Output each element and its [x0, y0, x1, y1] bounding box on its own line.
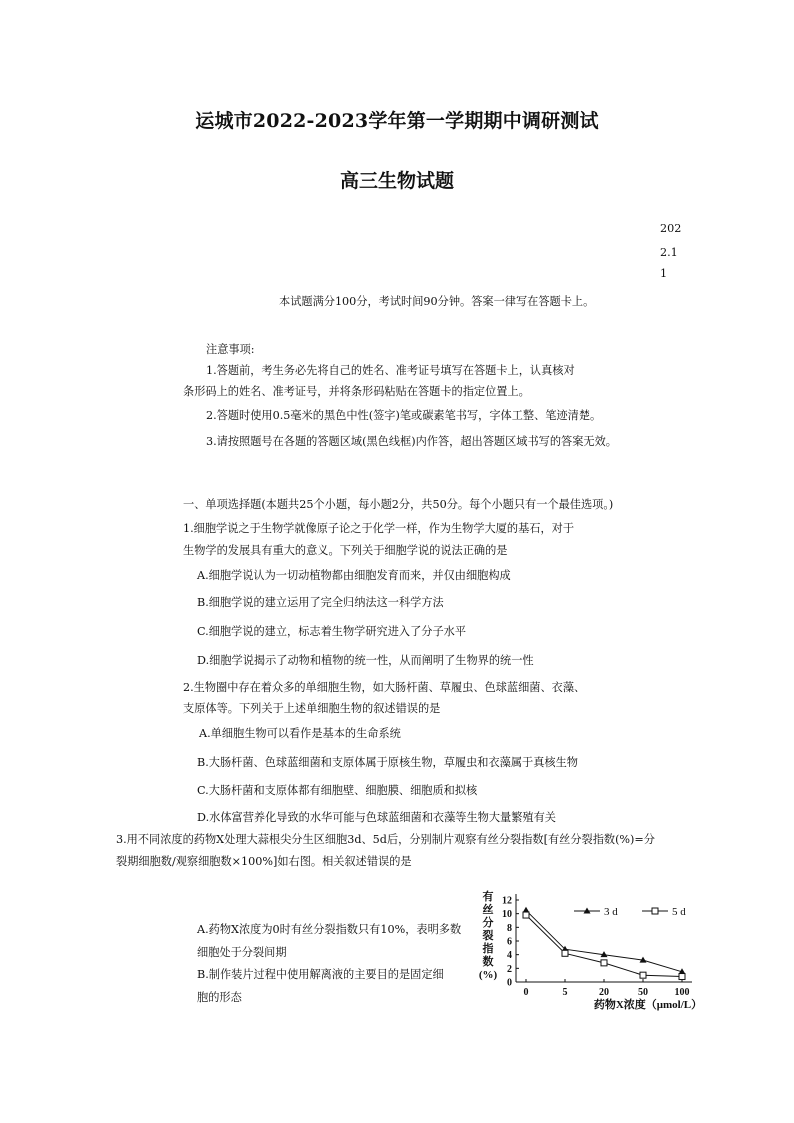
q3-option-b-line1: B.制作装片过程中使用解离液的主要目的是固定细 [197, 968, 444, 981]
x-tick-label: 0 [523, 987, 529, 998]
exam-subtitle: 高三生物试题 [339, 170, 454, 192]
exam-title: 运城市2022-2023学年第一学期期中调研测试 [195, 110, 599, 132]
y-tick-label: 12 [502, 895, 512, 907]
y-tick-label: 8 [507, 922, 512, 934]
y-label-char: 数 [482, 956, 494, 968]
y-label-char: 指 [482, 943, 494, 955]
legend-marker-5d [652, 908, 658, 914]
y-tick-label: 4 [507, 950, 512, 962]
x-tick-label: 100 [674, 987, 690, 998]
y-label-char: 丝 [482, 904, 494, 916]
y-label-char: 有 [482, 891, 494, 903]
x-tick-label: 5 [562, 987, 568, 998]
notes-heading: 注意事项: [206, 343, 255, 356]
q2-stem-line1: 2.生物圈中存在着众多的单细胞生物，如大肠杆菌、草履虫、色球蓝细菌、衣藻、 [183, 681, 586, 694]
note-item-3: 3.请按照题号在各题的答题区域(黑色线框)内作答，超出答题区域书写的答案无效。 [206, 435, 617, 448]
q3-stem-line1: 3.用不同浓度的药物X处理大蒜根尖分生区细胞3d、5d后，分别制片观察有丝分裂指数[有丝分裂指数(%)=分 [116, 833, 655, 846]
marker-5d [679, 974, 685, 980]
marker-5d [523, 912, 529, 918]
q3-option-a-line2: 细胞处于分裂间期 [197, 946, 287, 959]
marker-5d [562, 950, 568, 956]
q2-option-c: C.大肠杆菌和支原体都有细胞壁、细胞膜、细胞质和拟核 [197, 784, 478, 797]
marker-5d [640, 972, 646, 978]
q2-stem-line2: 支原体等。下列关于上述单细胞生物的叙述错误的是 [183, 702, 441, 715]
q2-option-a: A.单细胞生物可以看作是基本的生命系统 [199, 727, 401, 740]
note-item-1b: 条形码上的姓名、准考证号，并将条形码粘贴在答题卡的指定位置上。 [183, 385, 530, 398]
note-item-2: 2.答题时使用0.5毫米的黑色中性(签字)笔或碳素笔书写，字体工整、笔迹清楚。 [206, 409, 602, 422]
mitotic-index-chart [476, 884, 720, 1020]
q3-option-b-line2: 胞的形态 [197, 991, 242, 1004]
legend-label-5d: 5 d [672, 906, 686, 918]
q2-option-d: D.水体富营养化导致的水华可能与色球蓝细菌和衣藻等生物大量繁殖有关 [197, 811, 556, 824]
q3-stem-line2: 裂期细胞数/观察细胞数×100%]如右图。相关叙述错误的是 [116, 855, 412, 868]
x-tick-label: 50 [638, 987, 648, 998]
y-tick-label: 0 [507, 977, 512, 989]
q1-stem-line1: 1.细胞学说之于生物学就像原子论之于化学一样，作为生物学大厦的基石，对于 [183, 522, 575, 535]
x-tick-label: 20 [599, 987, 609, 998]
y-label-char: 分 [482, 917, 494, 929]
y-label-char: (%) [478, 969, 498, 981]
marker-5d [601, 960, 607, 966]
y-label-char: 裂 [482, 930, 494, 942]
series-line-1 [526, 915, 682, 977]
chart-legend [574, 906, 686, 918]
series-lines [526, 910, 682, 976]
date-line-1: 202 [660, 222, 682, 235]
q1-option-b: B.细胞学说的建立运用了完全归纳法这一科学方法 [197, 596, 444, 609]
section-heading: 一、单项选择题(本题共25个小题，每小题2分，共50分。每个小题只有一个最佳选项。) [183, 498, 614, 511]
legend-label-3d: 3 d [604, 906, 618, 918]
q3-option-a-line1: A.药物X浓度为0时有丝分裂指数只有10%，表明多数 [197, 923, 462, 936]
q1-option-a: A.细胞学说认为一切动植物都由细胞发育而来，并仅由细胞构成 [197, 569, 511, 582]
y-tick-label: 10 [502, 909, 512, 921]
date-line-3: 1 [660, 267, 668, 280]
q1-option-d: D.细胞学说揭示了动物和植物的统一性，从而阐明了生物界的统一性 [197, 654, 534, 667]
y-tick-label: 2 [507, 963, 512, 975]
note-item-1a: 1.答题前，考生务必先将自己的姓名、准考证号填写在答题卡上，认真核对 [206, 364, 575, 377]
y-tick-label: 6 [507, 936, 512, 948]
y-axis-label [479, 889, 498, 981]
exam-intro: 本试题满分100分，考试时间90分钟。答案一律写在答题卡上。 [279, 295, 595, 308]
date-line-2: 2.1 [660, 246, 678, 259]
q1-stem-line2: 生物学的发展具有重大的意义。下列关于细胞学说的说法正确的是 [183, 544, 508, 557]
x-axis-label: 药物X浓度（μmol/L） [593, 999, 703, 1011]
q2-option-b: B.大肠杆菌、色球蓝细菌和支原体属于原核生物，草履虫和衣藻属于真核生物 [197, 756, 578, 769]
q1-option-c: C.细胞学说的建立，标志着生物学研究进入了分子水平 [197, 625, 467, 638]
